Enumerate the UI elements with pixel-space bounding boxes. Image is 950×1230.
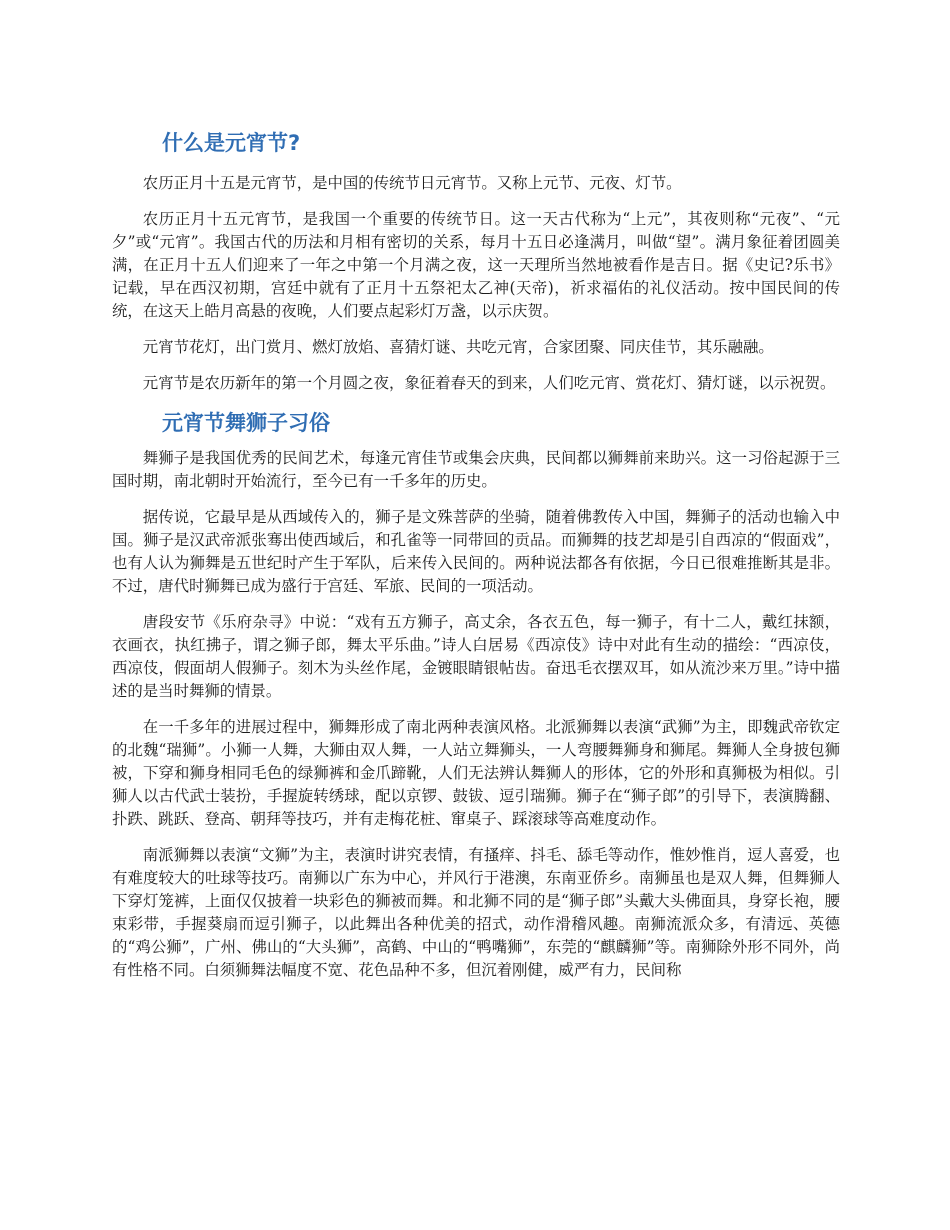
- paragraph: 舞狮子是我国优秀的民间艺术，每逢元宵佳节或集会庆典，民间都以狮舞前来助兴。这一习俗起源于三国时期，南北朝时开始流行，至今已有一千多年的历史。: [112, 449, 840, 490]
- document-content: [112, 125, 840, 982]
- paragraph: 农历正月十五元宵节，是我国一个重要的传统节日。这一天古代称为“上元”，其夜则称“元夜”、“元夕”或“元宵”。我国古代的历法和月相有密切的关系，每月十五日必逢满月，叫做“望”。满月象征着团圆美满，在正月十五人们迎来了一年之中第一个月满之夜，这一天理所当然地被看作是吉日。据《史记?乐书》记载，早在西汉初期，宫廷中就有了正月十五祭祀太乙神(天帝)，祈求福佑的礼仪活动。按中国民间的传统，在这天上皓月高悬的夜晚，人们要点起彩灯万盏，以示庆贺。: [112, 210, 840, 320]
- paragraph: 在一千多年的进展过程中，狮舞形成了南北两种表演风格。北派狮舞以表演“武狮”为主，即魏武帝钦定的北魏“瑞狮”。小狮一人舞，大狮由双人舞，一人站立舞狮头，一人弯腰舞狮身和狮尾。舞狮人全身披包狮被，下穿和狮身相同毛色的绿狮裤和金爪蹄靴，人们无法辨认舞狮人的形体，它的外形和真狮极为相似。引狮人以古代武士装扮，手握旋转绣球，配以京锣、鼓钹、逗引瑞狮。狮子在“狮子郎”的引导下，表演腾翻、扑跌、跳跃、登高、朝拜等技巧，并有走梅花桩、窜桌子、踩滚球等高难度动作。: [112, 718, 840, 828]
- section-heading-what-is-lantern-festival: 什么是元宵节?: [162, 131, 301, 155]
- paragraph: 据传说，它最早是从西域传入的，狮子是文殊菩萨的坐骑，随着佛教传入中国，舞狮子的活动也输入中国。狮子是汉武帝派张骞出使西域后，和孔雀等一同带回的贡品。而狮舞的技艺却是引自西凉的“假面戏”，也有人认为狮舞是五世纪时产生于军队，后来传入民间的。两种说法都各有依据，今日已很难推断其是非。不过，唐代时狮舞已成为盛行于宫廷、军旅、民间的一项活动。: [112, 508, 840, 595]
- paragraph: 南派狮舞以表演“文狮”为主，表演时讲究表情，有搔痒、抖毛、舔毛等动作，惟妙惟肖，逗人喜爱，也有难度较大的吐球等技巧。南狮以广东为中心，并风行于港澳，东南亚侨乡。南狮虽也是双人舞，但舞狮人下穿灯笼裤，上面仅仅披着一块彩色的狮被而舞。和北狮不同的是“狮子郎”头戴大头佛面具，身穿长袍，腰束彩带，手握葵扇而逗引狮子，以此舞出各种优美的招式，动作滑稽风趣。南狮流派众多，有清远、英德的“鸡公狮”，广州、佛山的“大头狮”，高鹤、中山的“鸭嘴狮”，东莞的“麒麟狮”等。南狮除外形不同外，尚有性格不同。白须狮舞法幅度不宽、花色品种不多，但沉着刚健，威严有力，民间称: [112, 846, 840, 979]
- paragraph: 农历正月十五是元宵节，是中国的传统节日元宵节。又称上元节、元夜、灯节。: [142, 174, 682, 192]
- section-heading-lion-dance: 元宵节舞狮子习俗: [162, 411, 330, 435]
- paragraph: 元宵节花灯，出门赏月、燃灯放焰、喜猜灯谜、共吃元宵，合家团聚、同庆佳节，其乐融融。: [142, 338, 774, 356]
- paragraph: 唐段安节《乐府杂寻》中说：“戏有五方狮子，高丈余，各衣五色，每一狮子，有十二人，戴红抹额，衣画衣，执红拂子，谓之狮子郎，舞太平乐曲。”诗人白居易《西凉伎》诗中对此有生动的描绘：“西凉伎，西凉伎，假面胡人假狮子。刻木为头丝作尾，金镀眼睛银帖齿。奋迅毛衣摆双耳，如从流沙来万里。”诗中描述的是当时舞狮的情景。: [112, 613, 840, 700]
- paragraph: 元宵节是农历新年的第一个月圆之夜，象征着春天的到来，人们吃元宵、赏花灯、猜灯谜，以示祝贺。: [142, 374, 836, 392]
